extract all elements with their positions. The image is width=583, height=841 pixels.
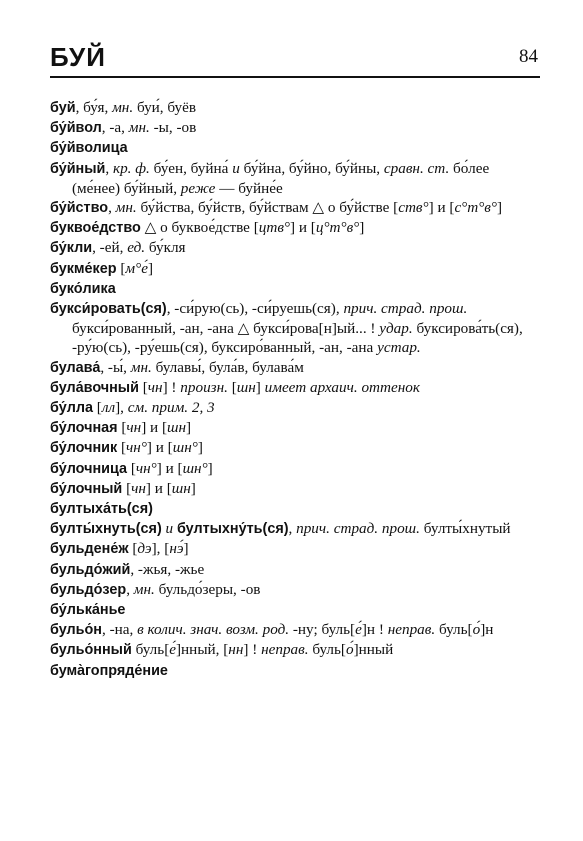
grammar-note: шн°	[182, 459, 208, 477]
dictionary-entry	[50, 438, 540, 458]
entry-text: -ы, -ов	[149, 119, 197, 137]
entry-text: ] и [	[146, 439, 173, 457]
page-header	[50, 40, 540, 78]
grammar-note: устар.	[377, 339, 421, 357]
grammar-note: мн.	[130, 358, 152, 376]
entry-text: , -а,	[101, 119, 129, 137]
headword: букме́кер	[50, 260, 117, 277]
dictionary-entry	[50, 560, 540, 580]
entry-text: , -ей,	[92, 239, 128, 257]
headword: бульо́н	[50, 622, 102, 639]
entry-text: ]	[147, 259, 153, 277]
running-head: БУЙ	[50, 42, 106, 72]
entry-text: буль[	[131, 641, 170, 659]
dictionary-entry	[50, 259, 540, 279]
headword: бу́йство	[50, 200, 109, 217]
entry-text: , бу́я,	[75, 99, 113, 116]
grammar-note: цтв°	[258, 219, 291, 237]
headword: бултыхну́ть(ся)	[176, 521, 289, 538]
headword: бульдо́жий	[50, 561, 131, 578]
entry-text: буксирова́ть(ся), -ру́ю(сь), -ру́ешь(ся), буксиро́ванный, -ан, -ана	[72, 320, 523, 357]
dictionary-entry	[50, 620, 540, 640]
headword: бу́лочник	[50, 440, 118, 457]
grammar-note: чн	[147, 378, 163, 396]
grammar-note: прич. страд. прош.	[343, 300, 468, 318]
entry-text: бульдо́зеры, -ов	[154, 580, 261, 598]
grammar-note: лл	[101, 399, 116, 417]
grammar-note: произн.	[180, 378, 228, 396]
entry-text: ] и [	[428, 199, 455, 217]
grammar-note: нэ́	[169, 540, 184, 558]
entry-text: ], [	[151, 540, 170, 558]
dictionary-entries	[50, 98, 540, 681]
entry-text: ]	[197, 439, 203, 457]
entry-text: [	[127, 459, 136, 477]
headword: булты́хнуть(ся)	[50, 521, 162, 538]
dictionary-entry	[50, 159, 540, 198]
grammar-note: дэ	[137, 540, 152, 558]
headword: буко́лика	[50, 280, 116, 297]
entry-text: бу́йства, бу́йств, бу́йствам △ о бу́йстве [	[136, 199, 399, 217]
entry-text: ],	[115, 399, 128, 417]
grammar-note: чн°	[135, 459, 157, 477]
headword: бу́лла	[50, 400, 93, 417]
entry-text: бу́ен, буйна́	[149, 159, 233, 177]
grammar-note: и	[161, 520, 177, 538]
entry-text: [	[227, 378, 237, 396]
entry-text: ]нный, [	[176, 641, 229, 659]
entry-text: ]нный	[353, 641, 394, 659]
grammar-note: удар.	[379, 320, 413, 338]
dictionary-entry	[50, 580, 540, 600]
entry-text: [	[122, 479, 132, 497]
headword: бу́йволица	[50, 140, 128, 157]
headword: буй	[50, 100, 76, 116]
entry-text: , -си́рую(сь), -си́руешь(ся),	[166, 300, 344, 318]
grammar-note: шн	[171, 479, 191, 497]
dictionary-entry	[50, 661, 540, 681]
headword: бу́лька́нье	[50, 602, 126, 619]
grammar-note: ед.	[127, 239, 146, 257]
grammar-note: м°е́	[125, 259, 148, 277]
grammar-note: и	[232, 159, 240, 177]
grammar-note: шн	[236, 378, 256, 396]
dictionary-entry	[50, 198, 540, 218]
entry-text: ]н !	[361, 621, 388, 639]
grammar-note: сравн. ст.	[383, 159, 450, 177]
dictionary-entry	[50, 600, 540, 620]
headword: бу́йный	[50, 160, 106, 177]
headword: бултыха́ть(ся)	[50, 501, 153, 518]
grammar-note: шн	[167, 419, 187, 437]
grammar-note: нн	[228, 641, 244, 659]
entry-text: бо́лее (ме́нее) бу́йный,	[72, 159, 490, 197]
dictionary-entry	[50, 459, 540, 479]
grammar-note: кр. ф.	[112, 159, 150, 177]
entry-text: ] !	[243, 641, 262, 659]
grammar-note: мн.	[115, 199, 137, 217]
headword: бульдо́зер	[50, 581, 127, 598]
grammar-note: имеет архаич. оттенок	[264, 378, 420, 396]
entry-text: △ о буквое́дстве [	[140, 219, 259, 237]
entry-text: [	[117, 419, 127, 437]
headword: булава́	[50, 359, 101, 376]
dictionary-entry	[50, 218, 540, 238]
headword: бу́лочница	[50, 460, 128, 477]
entry-text: ]	[496, 199, 503, 217]
entry-text: , -ы́,	[100, 358, 131, 376]
grammar-note: шн°	[172, 439, 198, 457]
headword: буквое́дство	[50, 220, 141, 237]
dictionary-entry	[50, 138, 540, 158]
dictionary-entry	[50, 118, 540, 138]
entry-text: булавы́, була́в, булава́м	[151, 358, 304, 376]
entry-text: буи́, буёв	[133, 99, 197, 116]
entry-text: ,	[108, 199, 116, 217]
entry-text: , -на,	[101, 621, 138, 639]
entry-text: буль[	[308, 641, 346, 659]
entry-text: булты́хнутый	[419, 520, 511, 538]
entry-text: ,	[105, 159, 113, 177]
entry-text: [	[128, 540, 138, 558]
grammar-note: прич. страд. прош.	[296, 520, 420, 538]
headword: була́вочный	[50, 379, 139, 396]
grammar-note: см. прим. 2, 3	[127, 399, 215, 417]
entry-text: ] и [	[156, 459, 183, 477]
grammar-note: о́	[345, 641, 354, 659]
page-number: 84	[519, 46, 538, 67]
dictionary-entry	[50, 418, 540, 438]
dictionary-entry	[50, 499, 540, 519]
grammar-note: ц°т°в°	[315, 219, 360, 237]
entry-text: бу́кля	[145, 239, 186, 257]
headword: букси́ровать(ся)	[50, 301, 167, 318]
headword: бу́лочный	[50, 480, 123, 497]
grammar-note: ств°	[398, 199, 429, 217]
entry-text: ] и [	[290, 219, 316, 237]
grammar-note: чн	[126, 419, 142, 437]
grammar-note: мн.	[133, 580, 155, 598]
grammar-note: чн°	[126, 439, 147, 457]
entry-text: буль[	[435, 621, 473, 639]
grammar-note: чн	[131, 479, 146, 497]
dictionary-entry	[50, 640, 540, 660]
entry-text: ]	[255, 378, 265, 396]
dictionary-entry	[50, 279, 540, 299]
grammar-note: неправ.	[261, 641, 309, 659]
dictionary-entry	[50, 238, 540, 258]
dictionary-entry	[50, 519, 540, 539]
grammar-note: мн.	[112, 99, 134, 116]
entry-text: ,	[126, 580, 134, 598]
entry-text: букси́рованный, -ан, -ана △ букси́рова[н]ый... !	[72, 320, 380, 338]
dictionary-entry	[50, 358, 540, 378]
entry-text: ]	[190, 479, 196, 497]
entry-text: ]	[359, 219, 365, 237]
dictionary-entry	[50, 539, 540, 559]
entry-text: , -жья, -жье	[130, 560, 205, 578]
entry-text: [	[138, 378, 148, 396]
headword: бу́лочная	[50, 420, 118, 437]
entry-text: [	[116, 259, 126, 277]
entry-text: ] !	[162, 378, 181, 396]
grammar-note: е́	[355, 621, 362, 639]
entry-text: — буйне́е	[215, 179, 283, 197]
entry-text: ]	[207, 459, 213, 477]
grammar-note: е́	[169, 641, 176, 659]
grammar-note: в колич. знач. возм. род.	[137, 621, 290, 639]
entry-text: ]н	[480, 621, 494, 639]
entry-text: ]	[183, 540, 189, 558]
grammar-note: реже	[180, 179, 216, 197]
entry-text: ,	[288, 520, 297, 538]
grammar-note: о́	[472, 621, 481, 639]
entry-text: ] и [	[145, 479, 172, 497]
headword: бу́кли	[50, 240, 93, 257]
grammar-note: неправ.	[387, 621, 436, 639]
dictionary-entry	[50, 378, 540, 398]
entry-text: -ну; буль[	[289, 621, 356, 639]
headword: бульдене́ж	[50, 541, 129, 558]
headword: бума̀гопряде́ние	[50, 662, 168, 679]
headword: бульо́нный	[50, 642, 132, 659]
entry-text: бу́йна, бу́йно, бу́йны,	[239, 159, 384, 177]
grammar-note: с°т°в°	[454, 199, 497, 217]
dictionary-entry	[50, 299, 540, 358]
entry-text: [	[117, 439, 127, 457]
entry-text: ]	[186, 419, 192, 437]
dictionary-entry	[50, 398, 540, 418]
entry-text: [	[93, 399, 102, 417]
dictionary-entry	[50, 479, 540, 499]
grammar-note: мн.	[128, 119, 150, 137]
headword: бу́йвол	[50, 120, 102, 137]
entry-text: ] и [	[141, 419, 168, 437]
dictionary-entry	[50, 98, 540, 118]
